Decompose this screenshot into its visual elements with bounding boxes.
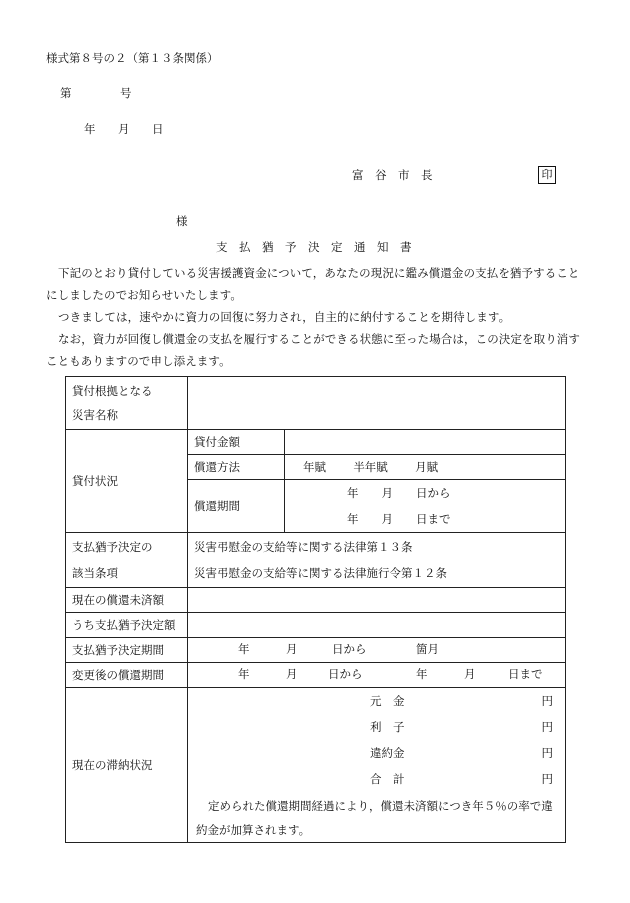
deferral-details-table xyxy=(65,376,566,843)
outstanding-amount-value[interactable] xyxy=(188,588,566,613)
date-year: 年 xyxy=(84,122,96,136)
form-number: 様式第８号の２（第１３条関係） xyxy=(46,51,219,65)
total-row[interactable]: 合 計 円 xyxy=(370,772,553,786)
date-month: 月 xyxy=(118,122,130,136)
document-number-label: 第 xyxy=(60,86,72,100)
principal-row[interactable]: 元 金 円 xyxy=(370,694,553,708)
table-row xyxy=(66,663,566,688)
applicable-clause-label: 支払猶予決定の 該当条項 xyxy=(66,533,188,588)
addressee-suffix: 様 xyxy=(176,214,188,228)
option-semiannual[interactable]: 半年賦 xyxy=(353,460,388,474)
body-paragraph-1: 下記のとおり貸付している災害援護資金について，あなたの現況に鑑み償還金の支払を猶予することにしましたのでお知らせいたします。 xyxy=(46,266,580,302)
interest-row[interactable]: 利 子 円 xyxy=(370,720,553,734)
applicable-clause-value xyxy=(188,533,566,588)
issuer-name: 富 谷 市 長 xyxy=(352,168,433,182)
option-monthly[interactable]: 月賦 xyxy=(415,460,439,474)
repayment-period-value[interactable] xyxy=(285,480,566,533)
changed-period-value[interactable]: 年 月 日から 年 月 日まで xyxy=(188,663,566,688)
deferral-period-value[interactable]: 年 月 日から 箇月 xyxy=(188,638,566,663)
changed-period-label: 変更後の償還期間 xyxy=(66,663,188,688)
clause-ordinance: 災害弔慰金の支給等に関する法律施行令第１２条 xyxy=(194,566,447,580)
table-row xyxy=(66,533,566,588)
penalty-row[interactable]: 違約金 円 xyxy=(370,746,553,760)
seal-stamp: 印 xyxy=(538,166,556,184)
table-row xyxy=(66,638,566,663)
table-row xyxy=(66,688,566,843)
period-from: 年 月 日から xyxy=(347,486,451,500)
penalty-note: 定められた償還期間経過により，償還未済額につき年５％の率で違約金が加算されます。 xyxy=(196,799,553,837)
table-row xyxy=(66,588,566,613)
loan-status-label: 貸付状況 xyxy=(66,430,188,533)
deferral-period-label: 支払猶予決定期間 xyxy=(66,638,188,663)
arrears-status-label: 現在の滞納状況 xyxy=(66,688,188,843)
body-paragraph-2: つきましては，速やかに資力の回復に努力され，自主的に納付することを期待します。 xyxy=(58,310,511,324)
arrears-status-value xyxy=(188,688,566,843)
document-title: 支 払 猶 予 決 定 通 知 書 xyxy=(216,240,412,254)
repayment-period-label: 償還期間 xyxy=(188,480,285,533)
document-number-suffix: 号 xyxy=(120,86,132,100)
option-annual[interactable]: 年賦 xyxy=(303,460,326,474)
repayment-method-label: 償還方法 xyxy=(188,455,285,480)
deferred-amount-value[interactable] xyxy=(188,613,566,638)
table-row xyxy=(66,377,566,430)
loan-amount-label: 貸付金額 xyxy=(188,430,285,455)
clause-law: 災害弔慰金の支給等に関する法律第１３条 xyxy=(194,540,413,554)
table-row xyxy=(66,430,566,455)
period-to: 年 月 日まで xyxy=(347,512,451,526)
disaster-name-label: 貸付根拠となる 災害名称 xyxy=(66,377,188,430)
body-paragraph-3: なお，資力が回復し償還金の支払を履行することができる状態に至った場合は，この決定を取り消すこともありますので申し添えます。 xyxy=(46,332,580,368)
repayment-method-options[interactable] xyxy=(285,455,566,480)
date-day: 日 xyxy=(152,122,164,136)
outstanding-amount-label: 現在の償還未済額 xyxy=(66,588,188,613)
table-row xyxy=(66,613,566,638)
loan-amount-value[interactable] xyxy=(285,430,566,455)
disaster-name-value[interactable] xyxy=(188,377,566,430)
deferred-amount-label: うち支払猶予決定額 xyxy=(66,613,188,638)
